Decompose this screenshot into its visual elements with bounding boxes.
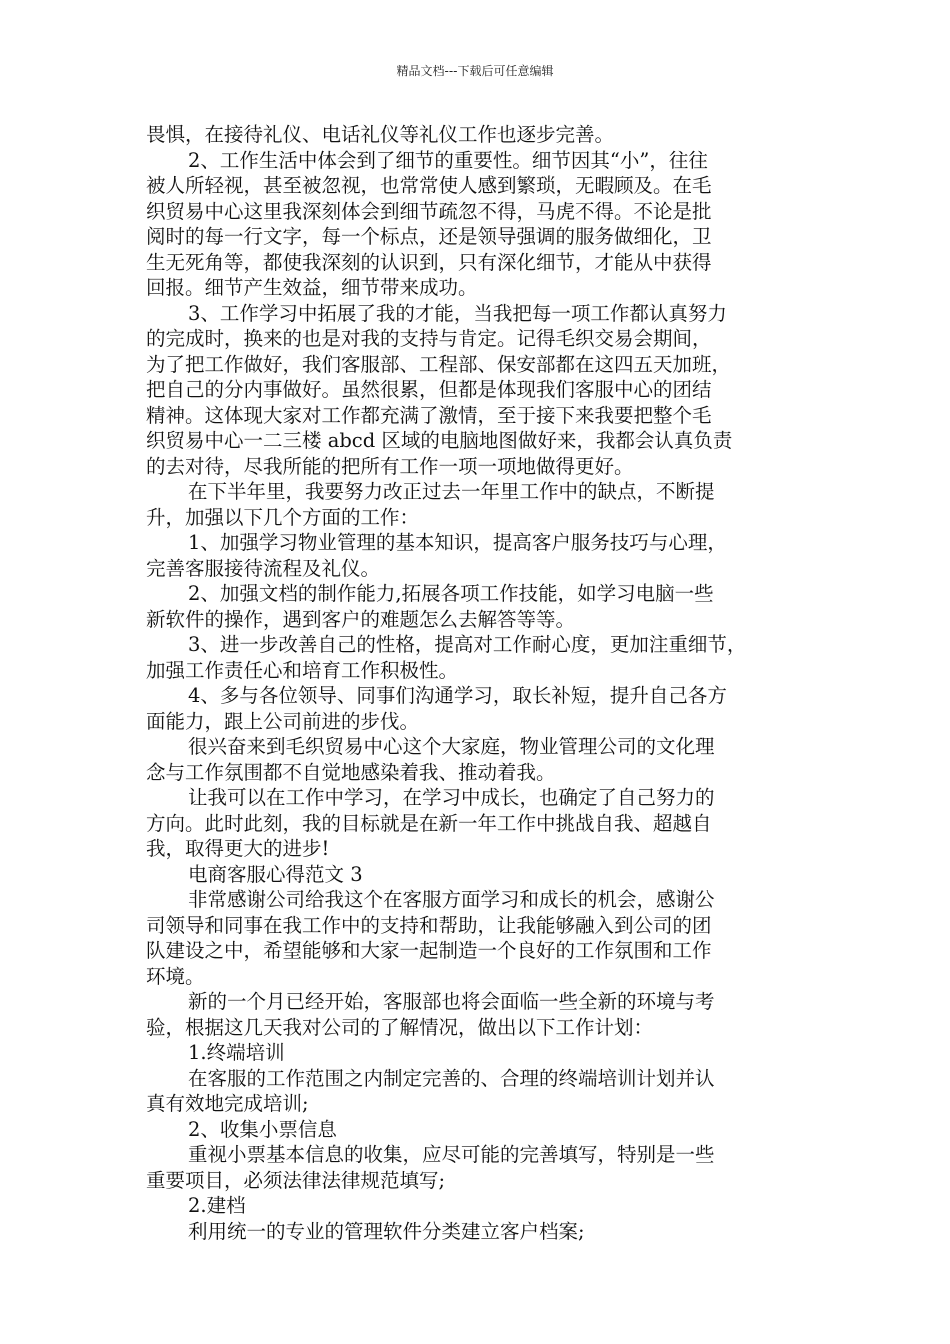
text-line: 3、工作学习中拓展了我的才能，当我把每一项工作都认真努力 [188, 301, 727, 325]
text-line: 织贸易中心一二三楼 abcd 区域的电脑地图做好来，我都会认真负责 [146, 429, 733, 452]
text-line: 让我可以在工作中学习，在学习中成长，也确定了自己努力的 [188, 786, 715, 809]
text-line: 我，取得更大的进步! [146, 837, 330, 860]
text-line: 为了把工作做好，我们客服部、工程部、保安部都在这四五天加班， [146, 352, 732, 376]
text-line: 被人所轻视，甚至被忽视，也常常使人感到繁琐，无暇顾及。在毛 [146, 174, 712, 197]
text-line: 2.建档 [188, 1194, 246, 1217]
text-line: 4、多与各位领导、同事们沟通学习，取长补短，提升自己各方 [188, 684, 727, 707]
text-line: 完善客服接待流程及礼仪。 [146, 556, 381, 580]
text-line: 电商客服心得范文 3 [188, 862, 363, 886]
text-line: 把自己的分内事做好。虽然很累，但都是体现我们客服中心的团结 [146, 378, 712, 401]
text-line: 回报。细节产生效益，细节带来成功。 [146, 276, 478, 299]
text-line: 很兴奋来到毛织贸易中心这个大家庭，物业管理公司的文化理 [188, 735, 715, 758]
text-line: 念与工作氛围都不自觉地感染着我、推动着我。 [146, 760, 556, 784]
text-line: 新的一个月已经开始，客服部也将会面临一些全新的环境与考 [188, 990, 715, 1013]
text-line: 真有效地完成培训; [146, 1092, 309, 1115]
text-line: 1.终端培训 [188, 1041, 285, 1064]
text-line: 司领导和同事在我工作中的支持和帮助，让我能够融入到公司的团 [146, 913, 712, 937]
text-line: 2、工作生活中体会到了细节的重要性。细节因其“小”，往往 [188, 148, 708, 172]
text-line: 2、加强文档的制作能力,拓展各项工作技能，如学习电脑一些 [188, 582, 714, 605]
page-header: 精品文档---下载后可任意编辑 [396, 64, 554, 78]
text-line: 验，根据这几天我对公司的了解情况，做出以下工作计划： [146, 1015, 654, 1039]
text-line: 畏惧，在接待礼仪、电话礼仪等礼仪工作也逐步完善。 [146, 123, 615, 146]
text-line: 精神。这体现大家对工作都充满了激情，至于接下来我要把整个毛 [146, 403, 712, 427]
text-line: 生无死角等，都使我深刻的认识到，只有深化细节，才能从中获得 [146, 250, 712, 274]
text-line: 队建设之中，希望能够和大家一起制造一个良好的工作氛围和工作 [146, 939, 712, 962]
text-line: 重要项目，必须法律法律规范填写; [146, 1168, 446, 1192]
text-line: 的完成时，换来的也是对我的支持与肯定。记得毛织交易会期间， [146, 327, 712, 350]
text-line: 在下半年里，我要努力改正过去一年里工作中的缺点，不断提 [188, 480, 715, 503]
text-line: 非常感谢公司给我这个在客服方面学习和成长的机会，感谢公 [188, 888, 715, 911]
text-line: 阅时的每一行文字，每一个标点，还是领导强调的服务做细化，卫 [146, 225, 712, 248]
text-line: 3、进一步改善自己的性格，提高对工作耐心度，更加注重细节， [188, 633, 747, 656]
text-line: 重视小票基本信息的收集，应尽可能的完善填写，特别是一些 [188, 1143, 715, 1166]
text-line: 方向。此时此刻，我的目标就是在新一年工作中挑战自我、超越自 [146, 811, 712, 835]
text-line: 加强工作责任心和培育工作积极性。 [146, 658, 459, 682]
text-line: 升，加强以下几个方面的工作： [146, 505, 420, 529]
document-body [146, 122, 810, 1244]
text-line: 新软件的操作，遇到客户的难题怎么去解答等等。 [146, 607, 576, 631]
text-line: 利用统一的专业的管理软件分类建立客户档案; [188, 1219, 585, 1243]
text-line: 的去对待，尽我所能的把所有工作一项一项地做得更好。 [146, 454, 634, 478]
text-line: 1、加强学习物业管理的基本知识，提高客户服务技巧与心理， [188, 531, 727, 554]
text-line: 2、收集小票信息 [188, 1117, 337, 1141]
text-line: 织贸易中心这里我深刻体会到细节疏忽不得，马虎不得。不论是批 [146, 199, 712, 223]
text-line: 面能力，跟上公司前进的步伐。 [146, 709, 420, 733]
text-line: 环境。 [146, 964, 205, 988]
text-line: 在客服的工作范围之内制定完善的、合理的终端培训计划并认 [188, 1066, 715, 1090]
